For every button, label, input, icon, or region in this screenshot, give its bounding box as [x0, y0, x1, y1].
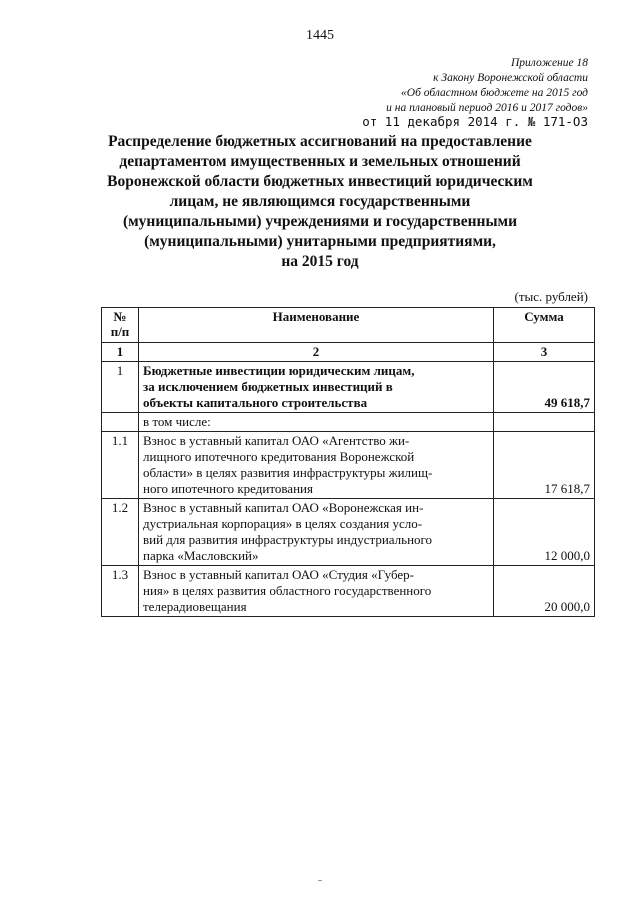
row-name-line: Взнос в уставный капитал ОАО «Воронежская ин-: [143, 500, 424, 515]
title-line: (муниципальными) унитарными предприятиями,: [144, 233, 496, 250]
row-number: 1.1: [102, 432, 139, 499]
table-row: [102, 362, 595, 413]
row-name-line: области» в целях развития инфраструктуры жилищ-: [143, 465, 433, 480]
document-title: [95, 132, 545, 272]
row-sum: [494, 413, 595, 432]
title-line: Распределение бюджетных ассигнований на предоставление: [108, 133, 532, 150]
row-name-line: Взнос в уставный капитал ОАО «Агентство жи-: [143, 433, 410, 448]
row-name-line: Взнос в уставный капитал ОАО «Студия «Губер-: [143, 567, 415, 582]
row-name-line: за исключением бюджетных инвестиций в: [143, 379, 393, 394]
row-sum: 20 000,0: [494, 566, 595, 617]
law-date-number: от 11 декабря 2014 г. № 171-ОЗ: [362, 114, 588, 129]
table-row: [102, 499, 595, 566]
page-number: 1445: [306, 28, 334, 43]
row-name: [139, 362, 494, 413]
header-sum: Сумма: [494, 308, 595, 343]
appendix-header: [386, 56, 588, 116]
title-line: (муниципальными) учреждениями и государственными: [122, 213, 518, 230]
row-name-line: дустриальная корпорация» в целях создания усло-: [143, 516, 423, 531]
appendix-line: к Закону Воронежской области: [433, 72, 588, 84]
row-number: 1.2: [102, 499, 139, 566]
appendix-line: и на плановый период 2016 и 2017 годов»: [386, 102, 588, 114]
column-index: 2: [139, 343, 494, 362]
table-header-row: [102, 308, 595, 343]
row-name-line: объекты капитального строительства: [143, 395, 368, 410]
row-name-line: в том числе:: [143, 414, 211, 429]
row-sum: 17 618,7: [494, 432, 595, 499]
row-name-line: ного ипотечного кредитования: [143, 481, 313, 496]
row-number: 1: [102, 362, 139, 413]
footer-mark: [318, 880, 322, 881]
row-name-line: Бюджетные инвестиции юридическим лицам,: [143, 363, 415, 378]
row-name: [139, 432, 494, 499]
row-name: [139, 413, 494, 432]
row-name-line: парка «Масловский»: [143, 548, 259, 563]
column-index: 3: [494, 343, 595, 362]
table-row: [102, 432, 595, 499]
units-label: (тыс. рублей): [514, 289, 588, 304]
row-number: 1.3: [102, 566, 139, 617]
row-name-line: лищного ипотечного кредитования Воронежской: [143, 449, 415, 464]
header-name: Наименование: [139, 308, 494, 343]
column-index-row: [102, 343, 595, 362]
column-index: 1: [102, 343, 139, 362]
row-name-line: вий для развития инфраструктуры индустриального: [143, 532, 433, 547]
row-name: [139, 499, 494, 566]
title-line: на 2015 год: [281, 253, 359, 270]
row-name-line: телерадиовещания: [143, 599, 247, 614]
appendix-line: Приложение 18: [510, 57, 588, 69]
table-row: [102, 413, 595, 432]
title-line: Воронежской области бюджетных инвестиций юридическим: [107, 173, 533, 190]
header-number-line: п/п: [110, 324, 130, 339]
header-number-line: №: [113, 309, 127, 324]
row-sum: 12 000,0: [494, 499, 595, 566]
table-row: [102, 566, 595, 617]
budget-table: [101, 307, 595, 617]
appendix-line: «Об областном бюджете на 2015 год: [401, 87, 588, 99]
row-sum: 49 618,7: [494, 362, 595, 413]
header-number: [102, 308, 139, 343]
title-line: департаментом имущественных и земельных отношений: [119, 153, 521, 170]
row-name: [139, 566, 494, 617]
title-line: лицам, не являющимся государственными: [169, 193, 471, 210]
row-number: [102, 413, 139, 432]
row-name-line: ния» в целях развития областного государственного: [143, 583, 432, 598]
